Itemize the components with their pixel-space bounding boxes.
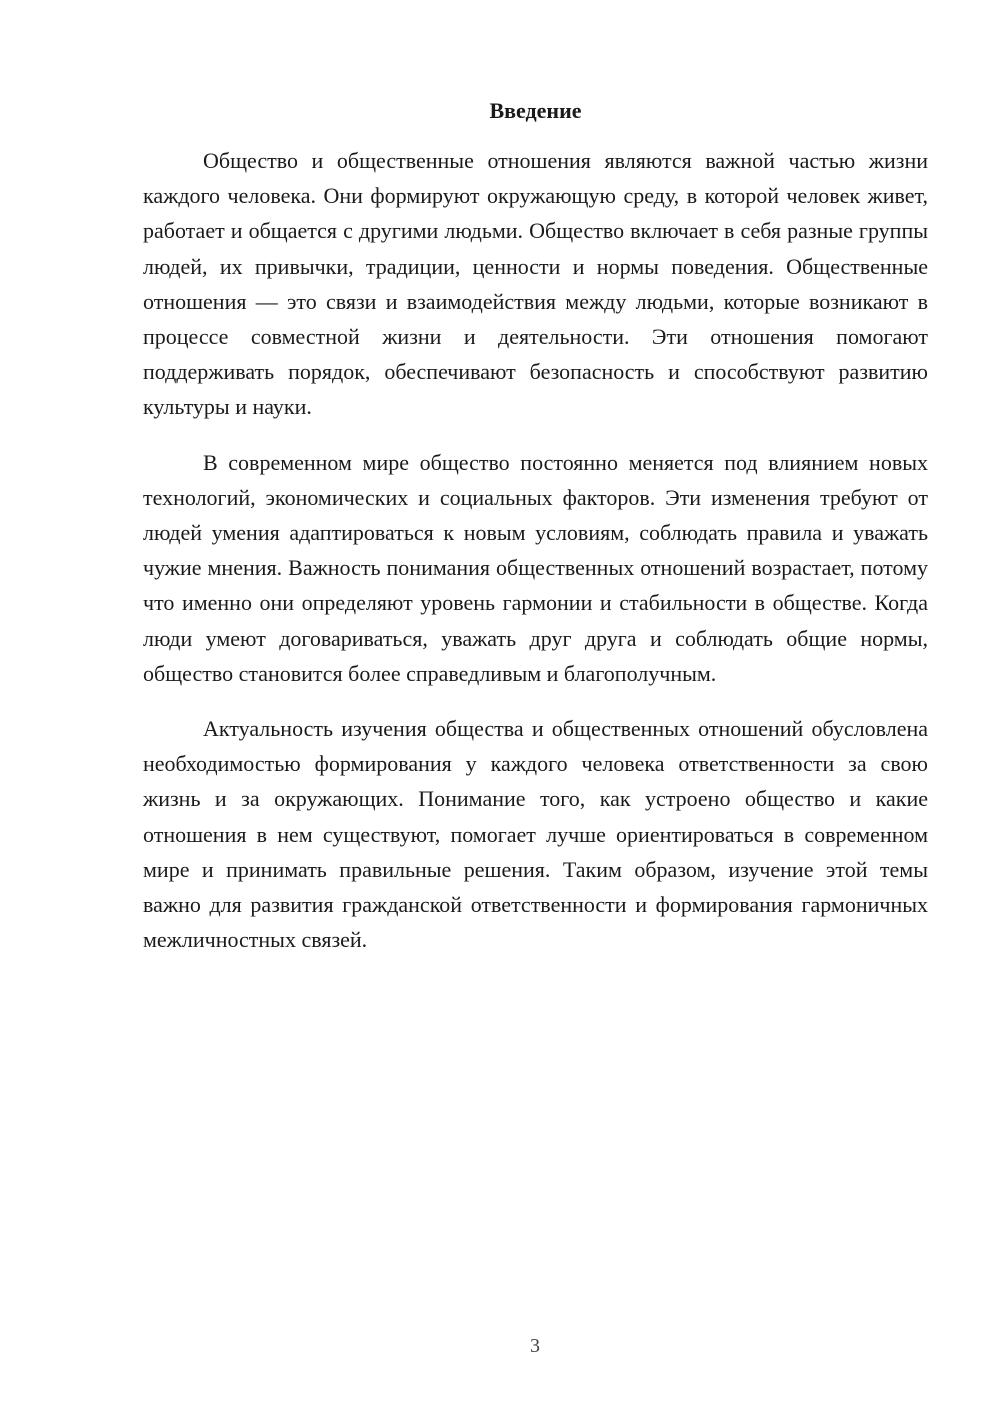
paragraph-2: В современном мире общество постоянно меняется под влиянием новых технологий, экономических и социальных факторов. Эти изменения требуют от людей умения адаптироваться к новым условиям, соблюдать правила и уважать чужие мнения. Важность понимания общественных отношений возрастает, потому что именно они определяют уровень гармонии и стабильности в обществе. Когда люди умеют договариваться, уважать друг друга и соблюдать общие нормы, общество становится более справедливым и благополучным. — [143, 449, 928, 686]
body-text — [143, 143, 928, 977]
paragraph-3: Актуальность изучения общества и общественных отношений обусловлена необходимостью формирования у каждого человека ответственности за свою жизнь и за окружающих. Понимание того, как устроено общество и какие отношения в нем существуют, помогает лучше ориентироваться в современном мире и принимать правильные решения. Таким образом, изучение этой темы важно для развития гражданской ответственности и формирования гармоничных межличностных связей. — [143, 716, 928, 953]
paragraph-1: Общество и общественные отношения являются важной частью жизни каждого человека. Они формируют окружающую среду, в которой человек живет, работает и общается с другими людьми. Общество включает в себя разные группы людей, их привычки, традиции, ценности и нормы поведения. Общественные отношения — это связи и взаимодействия между людьми, которые возникают в процессе совместной жизни и деятельности. Эти отношения помогают поддерживать порядок, обеспечивают безопасность и способствуют развитию культуры и науки. — [143, 148, 928, 420]
section-title: Введение — [489, 98, 582, 123]
page-number: 3 — [530, 1335, 540, 1357]
